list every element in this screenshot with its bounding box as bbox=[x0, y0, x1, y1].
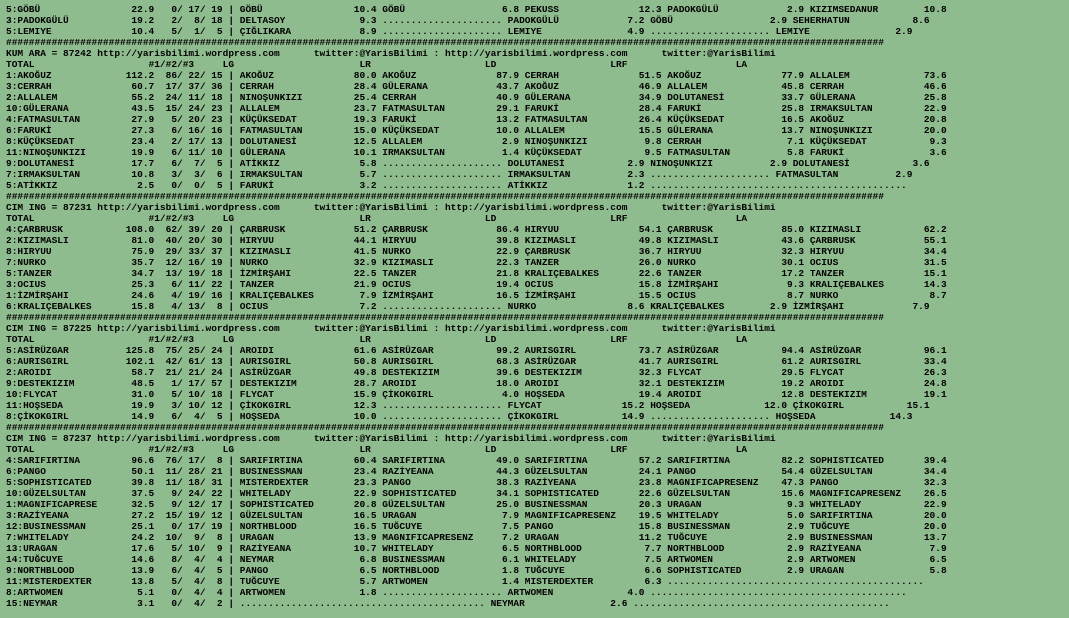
result-row: 3:OCIUS 25.3 6/ 11/ 22 | TANZER 21.9 OCIUS 19.4 OCIUS 15.8 İZMİRŞAHI 9.3 KRALIÇEBALKES 14.3 bbox=[6, 279, 947, 290]
result-row: 3:PADOKGÜLÜ 19.2 2/ 8/ 18 | DELTASOY 9.3 ..................... PADOKGÜLÜ 7.2 GÖBÜ 2.9 SEHERHATUN 8.6 bbox=[6, 15, 930, 26]
result-row: 6:FARUKİ 27.3 6/ 16/ 16 | FATMASULTAN 15.0 KÜÇÜKSEDAT 10.0 ALLALEM 15.5 GÜLERANA 13.7 NINOŞUNKIZI 20.0 bbox=[6, 125, 947, 136]
result-row: 5:GÖBÜ 22.9 0/ 17/ 19 | GÖBÜ 10.4 GÖBÜ 6.8 PEKUSS 12.3 PADOKGÜLÜ 2.9 KIZIMSEDANUR 10.8 bbox=[6, 4, 947, 15]
section-divider: ########################################################################################################################################################## bbox=[6, 37, 884, 48]
result-row: 12:BUSINESSMAN 25.1 0/ 17/ 19 | NORTHBLOOD 16.5 TUĞCUYE 7.5 PANGO 15.8 BUSINESSMAN 2.9 TUĞCUYE 20.0 bbox=[6, 521, 947, 532]
race-header: CIM ING = 87225 http://yarisbilimi.wordpress.com twitter:@YarisBilimi : http://yarisbilimi.wordpress.com twitter:@YarisBilimi bbox=[6, 323, 776, 334]
result-row: 4:FATMASULTAN 27.9 5/ 20/ 23 | KÜÇÜKSEDAT 19.3 FARUKİ 13.2 FATMASULTAN 26.4 KÜÇÜKSEDAT 16.5 AKOĞUZ 20.8 bbox=[6, 114, 947, 125]
result-row: 10:FLYCAT 31.0 5/ 10/ 18 | FLYCAT 15.9 ÇİKOKGIRL 4.0 HOŞSEDA 19.4 AROIDI 12.8 DESTEKIZIM 19.1 bbox=[6, 389, 947, 400]
result-row: 13:URAGAN 17.6 5/ 10/ 9 | RAZİYEANA 10.7 WHITELADY 6.5 NORTHBLOOD 7.7 NORTHBLOOD 2.9 RAZİYEANA 7.9 bbox=[6, 543, 947, 554]
result-row: 7:WHITELADY 24.2 10/ 9/ 8 | URAGAN 13.9 MAGNIFICAPRESENZ 7.2 URAGAN 11.2 TUĞCUYE 2.9 BUSINESSMAN 13.7 bbox=[6, 532, 947, 543]
result-row: 9:NORTHBLOOD 13.9 6/ 4/ 5 | PANGO 6.5 NORTHBLOOD 1.8 TUĞCUYE 6.6 SOPHISTICATED 2.9 URAGAN 5.8 bbox=[6, 565, 947, 576]
race-header: KUM ARA = 87242 http://yarisbilimi.wordpress.com twitter:@YarisBilimi : http://yarisbilimi.wordpress.com twitter:@YarisBilimi bbox=[6, 48, 776, 59]
result-row: 15:NEYMAR 3.1 0/ 4/ 2 | ........................................... NEYMAR 2.6 ............................................. bbox=[6, 598, 890, 609]
result-row: 2:AROIDI 58.7 21/ 21/ 24 | ASİRÜZGAR 49.8 DESTEKIZIM 39.6 DESTEKIZIM 32.3 FLYCAT 29.5 FLYCAT 26.3 bbox=[6, 367, 947, 378]
result-row: 1:İZMİRŞAHI 24.6 4/ 19/ 16 | KRALIÇEBALKES 7.9 İZMİRŞAHI 16.5 İZMİRŞAHI 15.5 OCIUS 8.7 NURKO 8.7 bbox=[6, 290, 947, 301]
result-row: 2:KIZIMASLI 81.0 40/ 20/ 30 | HIRYUU 44.1 HIRYUU 39.8 KIZIMASLI 49.8 KIZIMASLI 43.6 ÇARBRUSK 55.1 bbox=[6, 235, 947, 246]
result-row: 11:NINOŞUNKIZI 19.9 6/ 11/ 10 | GÜLERANA 10.1 IRMAKSULTAN 1.4 KÜÇÜKSEDAT 9.5 FATMASULTAN 5.8 FARUKİ 3.6 bbox=[6, 147, 947, 158]
result-row: 8:HIRYUU 75.9 29/ 33/ 37 | KIZIMASLI 41.5 NURKO 22.9 ÇARBRUSK 36.7 HIRYUU 32.3 HIRYUU 34.4 bbox=[6, 246, 947, 257]
result-row: 4:SARIFIRTINA 96.6 76/ 17/ 8 | SARIFIRTINA 60.4 SARIFIRTINA 49.0 SARIFIRTINA 57.2 SARIFIRTINA 82.2 SOPHISTICATED 39.4 bbox=[6, 455, 947, 466]
result-row: 14:TUĞCUYE 14.6 8/ 4/ 4 | NEYMAR 6.8 BUSINESSMAN 6.1 WHITELADY 7.5 ARTWOMEN 2.9 ARTWOMEN 6.5 bbox=[6, 554, 947, 565]
result-row: 5:SOPHISTICATED 39.8 11/ 18/ 31 | MISTERDEXTER 23.3 PANGO 38.3 RAZİYEANA 23.8 MAGNIFICAPRESENZ 47.3 PANGO 32.3 bbox=[6, 477, 947, 488]
result-row: 10:GÜZELSULTAN 37.5 9/ 24/ 22 | WHITELADY 22.9 SOPHISTICATED 34.1 SOPHISTICATED 22.6 GÜZELSULTAN 15.6 MAGNIFICAPRESENZ 26.5 bbox=[6, 488, 947, 499]
result-row: 5:ASİRÜZGAR 125.8 75/ 25/ 24 | AROIDI 61.6 ASİRÜZGAR 99.2 AURISGIRL 73.7 ASİRÜZGAR 94.4 ASİRÜZGAR 96.1 bbox=[6, 345, 947, 356]
result-row: 8:ARTWOMEN 5.1 0/ 4/ 4 | ARTWOMEN 1.8 ..................... ARTWOMEN 4.0 ............................................. bbox=[6, 587, 907, 598]
result-row: 6:KRALIÇEBALKES 15.8 4/ 13/ 8 | OCIUS 7.2 ..................... NURKO 8.6 KRALIÇEBALKES 2.9 İZMİRŞAHI 7.9 bbox=[6, 301, 930, 312]
result-row: 5:LEMIYE 10.4 5/ 1/ 5 | ÇIĞLIKARA 8.9 ..................... LEMIYE 4.9 ..................... LEMIYE 2.9 bbox=[6, 26, 913, 37]
result-row: 8:ÇİKOKGIRL 14.9 6/ 4/ 5 | HOŞSEDA 10.0 ..................... ÇİKOKGIRL 14.9 ..................... HOŞSEDA 14.3 bbox=[6, 411, 913, 422]
result-row: 10:GÜLERANA 43.5 15/ 24/ 23 | ALLALEM 23.7 FATMASULTAN 29.1 FARUKİ 28.4 FARUKİ 25.8 IRMAKSULTAN 22.9 bbox=[6, 103, 947, 114]
result-row: 11:MISTERDEXTER 13.8 5/ 4/ 8 | TUĞCUYE 5.7 ARTWOMEN 1.4 MISTERDEXTER 6.3 ............................................. bbox=[6, 576, 924, 587]
result-row: 9:DESTEKIZIM 48.5 1/ 17/ 57 | DESTEKIZIM 28.7 AROIDI 18.0 AROIDI 32.1 DESTEKIZIM 19.2 AROIDI 24.8 bbox=[6, 378, 947, 389]
column-header: TOTAL #1/#2/#3 LG LR LD LRF LA bbox=[6, 334, 748, 345]
column-header: TOTAL #1/#2/#3 LG LR LD LRF LA bbox=[6, 59, 748, 70]
result-row: 6:PANGO 50.1 11/ 28/ 21 | BUSINESSMAN 23.4 RAZİYEANA 44.3 GÜZELSULTAN 24.1 PANGO 54.4 GÜZELSULTAN 34.4 bbox=[6, 466, 947, 477]
result-row: 4:ÇARBRUSK 108.0 62/ 39/ 20 | ÇARBRUSK 51.2 ÇARBRUSK 86.4 HIRYUU 54.1 ÇARBRUSK 85.0 KIZIMASLI 62.2 bbox=[6, 224, 947, 235]
section-divider: ########################################################################################################################################################## bbox=[6, 422, 884, 433]
race-header: CIM ING = 87231 http://yarisbilimi.wordpress.com twitter:@YarisBilimi : http://yarisbilimi.wordpress.com twitter:@YarisBilimi bbox=[6, 202, 776, 213]
result-row: 3:RAZİYEANA 27.2 15/ 19/ 12 | GÜZELSULTAN 16.5 URAGAN 7.9 MAGNIFICAPRESENZ 19.5 WHITELADY 5.0 SARIFIRTINA 20.0 bbox=[6, 510, 947, 521]
result-row: 2:ALLALEM 55.2 24/ 11/ 18 | NINOŞUNKIZI 25.4 CERRAH 40.9 GÜLERANA 34.9 DOLUTANESİ 33.7 GÜLERANA 25.8 bbox=[6, 92, 947, 103]
result-row: 7:NURKO 35.7 12/ 16/ 19 | NURKO 32.9 KIZIMASLI 22.3 TANZER 26.0 NURKO 30.1 OCIUS 31.5 bbox=[6, 257, 947, 268]
result-row: 6:AURISGIRL 102.1 42/ 61/ 13 | AURISGIRL 50.8 AURISGIRL 68.3 ASİRÜZGAR 41.7 AURISGIRL 61.2 AURISGIRL 33.4 bbox=[6, 356, 947, 367]
column-header: TOTAL #1/#2/#3 LG LR LD LRF LA bbox=[6, 444, 748, 455]
result-row: 8:KÜÇÜKSEDAT 23.4 2/ 17/ 13 | DOLUTANESİ 12.5 ALLALEM 2.9 NINOŞUNKIZI 9.8 CERRAH 7.1 KÜÇÜKSEDAT 9.3 bbox=[6, 136, 947, 147]
section-divider: ########################################################################################################################################################## bbox=[6, 312, 884, 323]
result-row: 7:IRMAKSULTAN 10.8 3/ 3/ 6 | IRMAKSULTAN 5.7 ..................... IRMAKSULTAN 2.3 ..................... FATMASULTAN 2.9 bbox=[6, 169, 913, 180]
result-row: 5:TANZER 34.7 13/ 19/ 18 | İZMİRŞAHI 22.5 TANZER 21.8 KRALIÇEBALKES 22.6 TANZER 17.2 TANZER 15.1 bbox=[6, 268, 947, 279]
result-row: 1:MAGNIFICAPRESE 32.5 9/ 12/ 17 | SOPHISTICATED 20.8 GÜZELSULTAN 25.0 BUSINESSMAN 20.3 URAGAN 9.3 WHITELADY 22.9 bbox=[6, 499, 947, 510]
result-row: 1:AKOĞUZ 112.2 86/ 22/ 15 | AKOĞUZ 80.0 AKOĞUZ 87.9 CERRAH 51.5 AKOĞUZ 77.9 ALLALEM 73.6 bbox=[6, 70, 947, 81]
race-header: CIM ING = 87237 http://yarisbilimi.wordpress.com twitter:@YarisBilimi : http://yarisbilimi.wordpress.com twitter:@YarisBilimi bbox=[6, 433, 776, 444]
column-header: TOTAL #1/#2/#3 LG LR LD LRF LA bbox=[6, 213, 748, 224]
result-row: 5:ATİKKIZ 2.5 0/ 0/ 5 | FARUKİ 3.2 ..................... ATİKKIZ 1.2 ............................................. bbox=[6, 180, 907, 191]
result-row: 3:CERRAH 60.7 17/ 37/ 36 | CERRAH 28.4 GÜLERANA 43.7 AKOĞUZ 46.9 ALLALEM 45.8 CERRAH 46.6 bbox=[6, 81, 947, 92]
section-divider: ########################################################################################################################################################## bbox=[6, 191, 884, 202]
result-row: 11:HOŞSEDA 19.9 3/ 10/ 12 | ÇİKOKGIRL 12.3 ..................... FLYCAT 15.2 HOŞSEDA 12.0 ÇİKOKGIRL 15.1 bbox=[6, 400, 930, 411]
result-row: 9:DOLUTANESİ 17.7 6/ 7/ 5 | ATİKKIZ 5.8 ..................... DOLUTANESİ 2.9 NINOŞUNKIZI 2.9 DOLUTANESİ 3.6 bbox=[6, 158, 930, 169]
